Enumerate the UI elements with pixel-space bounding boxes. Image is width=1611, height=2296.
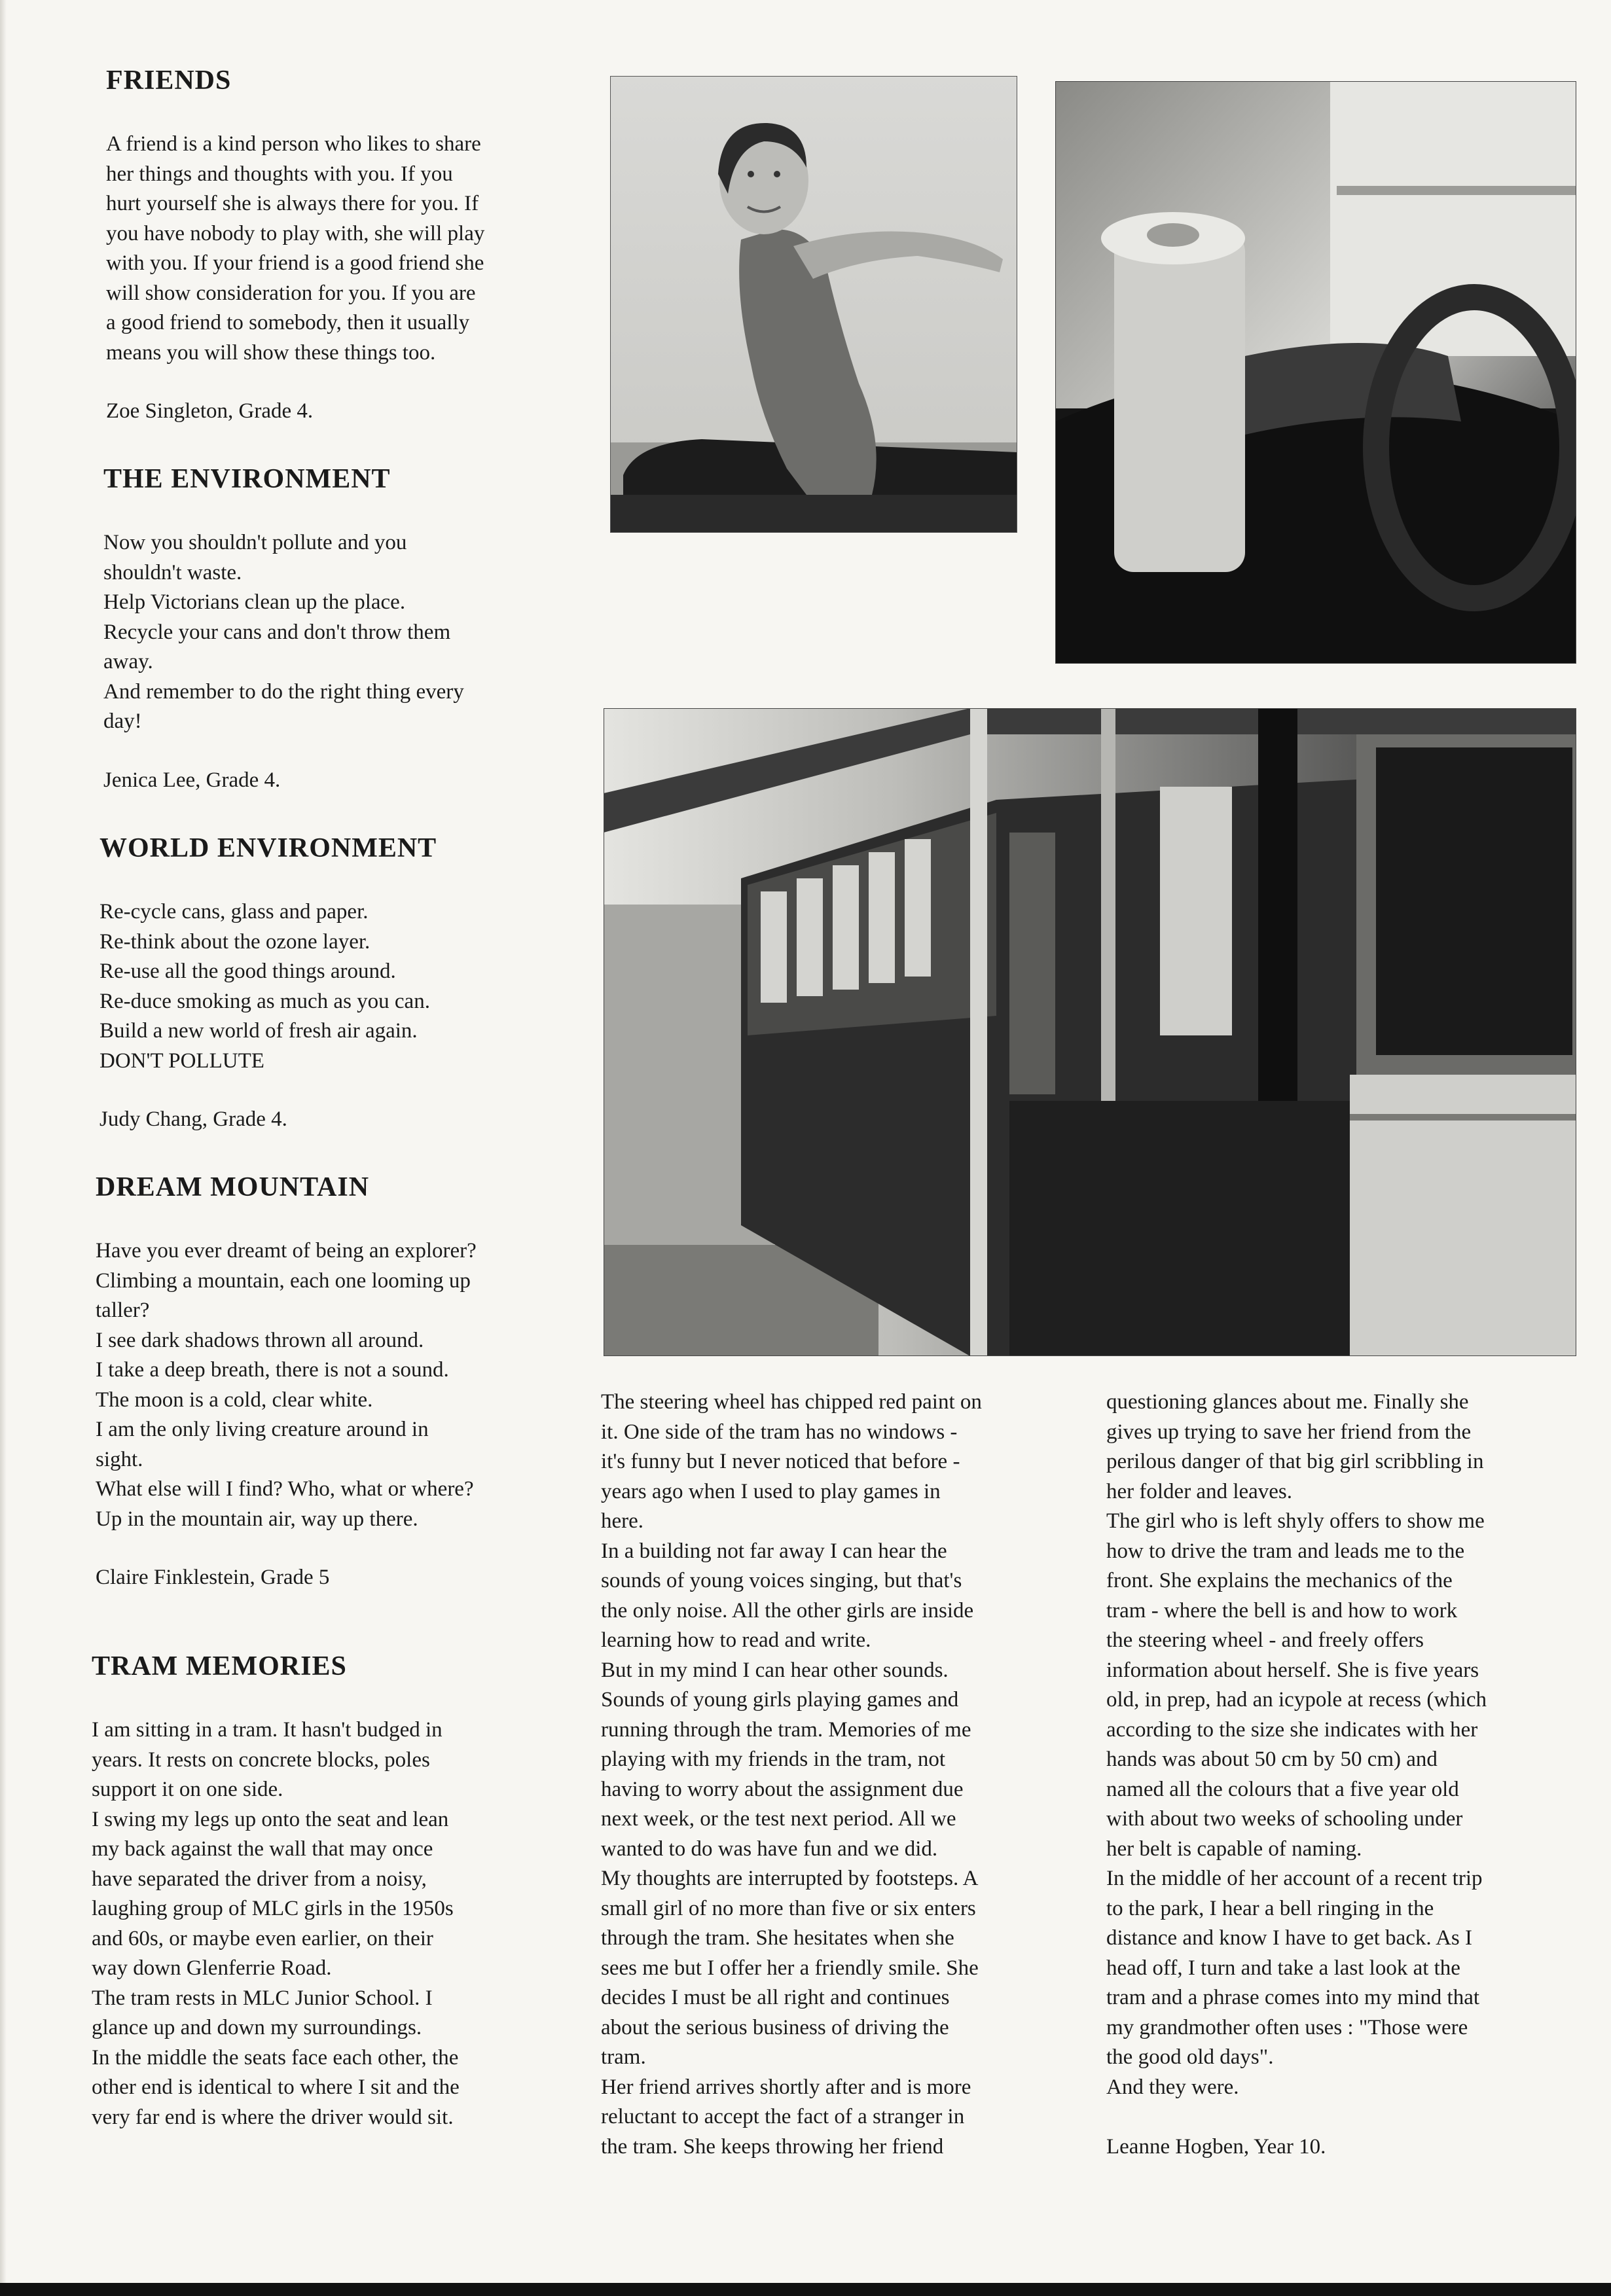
text-line: according to the size she indicates with her [1106, 1717, 1478, 1742]
text-line: laughing group of MLC girls in the 1950s [92, 1897, 454, 1921]
friends-body [106, 130, 563, 368]
text-line: sees me but I offer her a friendly smile. She [601, 1956, 979, 1980]
text-line: glance up and down my surroundings. [92, 2016, 422, 2040]
text-line: it. One side of the tram has no windows - [601, 1420, 958, 1444]
text-line: day! [103, 709, 142, 734]
tram-memories-title: TRAM MEMORIES [92, 1651, 347, 1682]
text-line: next week, or the test next period. All we [601, 1807, 956, 1831]
tram-memories-col1 [92, 1715, 563, 2132]
tram-memories-column-3 [1106, 1388, 1578, 2162]
text-line: In a building not far away I can hear the [601, 1539, 947, 1563]
text-line: running through the tram. Memories of me [601, 1717, 971, 1742]
text-line: her folder and leaves. [1106, 1479, 1293, 1503]
text-line: Re-duce smoking as much as you can. [100, 989, 430, 1013]
text-line: Up in the mountain air, way up there. [96, 1507, 418, 1531]
text-line: information about herself. She is five years [1106, 1658, 1479, 1682]
text-line: The moon is a cold, clear white. [96, 1388, 373, 1412]
text-line: questioning glances about me. Finally she [1106, 1390, 1469, 1414]
text-line: distance and know I have to get back. As I [1106, 1926, 1473, 1950]
environment-section [92, 464, 563, 795]
text-line: years. It rests on concrete blocks, poles [92, 1748, 430, 1772]
tram-memories-section [92, 1651, 563, 2132]
text-line: decides I must be all right and continues [601, 1986, 950, 2009]
text-line: it's funny but I never noticed that before - [601, 1450, 960, 1473]
text-line: And they were. [1106, 2075, 1239, 2099]
text-line: you have nobody to play with, she will play [106, 221, 485, 245]
tram-memories-col2 [601, 1388, 1059, 2162]
text-line: tram and a phrase comes into my mind that [1106, 1986, 1480, 2009]
text-line: and 60s, or maybe even earlier, on their [92, 1926, 433, 1950]
text-line: here. [601, 1509, 644, 1533]
text-line: But in my mind I can hear other sounds. [601, 1658, 949, 1682]
text-line: away. [103, 650, 153, 674]
text-line: In the middle of her account of a recent trip [1106, 1867, 1483, 1890]
text-line: In the middle the seats face each other, the [92, 2045, 459, 2070]
text-line: front. She explains the mechanics of the [1106, 1569, 1453, 1592]
text-line: other end is identical to where I sit and the [92, 2075, 460, 2100]
text-line: years ago when I used to play games in [601, 1479, 941, 1503]
text-line: hands was about 50 cm by 50 cm) and [1106, 1748, 1438, 1771]
text-line: with about two weeks of schooling under [1106, 1807, 1463, 1831]
text-line: The girl who is left shyly offers to show me [1106, 1509, 1485, 1533]
text-line: my back against the wall that may once [92, 1837, 433, 1861]
page-edge-shadow [0, 0, 7, 2296]
world-environment-author: Judy Chang, Grade 4. [100, 1107, 287, 1132]
environment-author: Jenica Lee, Grade 4. [103, 768, 281, 792]
text-line: And remember to do the right thing every [103, 679, 464, 704]
text-line: Now you shouldn't pollute and you [103, 531, 407, 555]
text-line: My thoughts are interrupted by footsteps. A [601, 1867, 979, 1890]
text-line: I see dark shadows thrown all around. [96, 1328, 424, 1352]
text-line: I swing my legs up onto the seat and lean [92, 1807, 449, 1831]
text-line: reluctant to accept the fact of a stranger in [601, 2105, 965, 2128]
page-bottom-edge [0, 2283, 1611, 2296]
text-line: tram - where the bell is and how to work [1106, 1598, 1458, 1623]
text-line: Re-use all the good things around. [100, 960, 396, 984]
text-line: Re-think about the ozone layer. [100, 929, 371, 954]
text-line: her belt is capable of naming. [1106, 1837, 1362, 1861]
dream-mountain-section [92, 1172, 563, 1592]
environment-title: THE ENVIRONMENT [103, 464, 391, 495]
photo-girl-on-tram [610, 76, 1017, 533]
text-line: her things and thoughts with you. If you [106, 162, 453, 186]
tram-memories-author: Leanne Hogben, Year 10. [1106, 2135, 1326, 2159]
text-line: my grandmother often uses : "Those were [1106, 2015, 1468, 2039]
text-line: means you will show these things too. [106, 340, 436, 365]
text-line: with you. If your friend is a good friend she [106, 251, 484, 276]
text-line: wanted to do was have fun and we did. [601, 1837, 938, 1861]
text-line: DON'T POLLUTE [100, 1049, 264, 1073]
text-line: the good old days". [1106, 2045, 1274, 2069]
text-line: Her friend arrives shortly after and is more [601, 2075, 971, 2099]
left-column [92, 65, 563, 2132]
photo-tram-controls [1055, 81, 1576, 664]
text-line: taller? [96, 1299, 150, 1323]
text-line: Have you ever dreamt of being an explorer? [96, 1239, 477, 1263]
text-line: Build a new world of fresh air again. [100, 1019, 418, 1043]
photo-tram-exterior [604, 708, 1576, 1356]
world-environment-body [100, 897, 563, 1076]
text-line: how to drive the tram and leads me to the [1106, 1539, 1465, 1563]
text-line: tram. [601, 2045, 646, 2069]
text-line: The tram rests in MLC Junior School. I [92, 1986, 433, 2010]
dream-mountain-title: DREAM MOUNTAIN [96, 1172, 370, 1203]
text-line: having to worry about the assignment due [601, 1777, 964, 1801]
text-line: the steering wheel - and freely offers [1106, 1628, 1424, 1652]
text-line: I am sitting in a tram. It hasn't budged in [92, 1718, 443, 1742]
text-line: the only noise. All the other girls are inside [601, 1598, 974, 1623]
tram-memories-col3 [1106, 1388, 1578, 2102]
text-line: the tram. She keeps throwing her friend [601, 2134, 944, 2159]
text-line: named all the colours that a five year old [1106, 1777, 1459, 1801]
text-line: sight. [96, 1447, 143, 1471]
text-line: Climbing a mountain, each one looming up [96, 1268, 471, 1293]
text-line: old, in prep, had an icypole at recess (which [1106, 1688, 1487, 1712]
text-line: will show consideration for you. If you are [106, 281, 476, 305]
text-line: support it on one side. [92, 1778, 283, 1802]
text-line: I am the only living creature around in [96, 1418, 429, 1442]
text-line: What else will I find? Who, what or where? [96, 1477, 474, 1501]
text-line: shouldn't waste. [103, 560, 242, 584]
text-line: Re-cycle cans, glass and paper. [100, 900, 369, 924]
text-line: Sounds of young girls playing games and [601, 1688, 959, 1712]
text-line: A friend is a kind person who likes to share [106, 132, 481, 156]
text-line: learning how to read and write. [601, 1628, 871, 1652]
text-line: perilous danger of that big girl scribbling in [1106, 1450, 1484, 1473]
text-line: about the serious business of driving the [601, 2015, 949, 2039]
text-line: a good friend to somebody, then it usually [106, 311, 470, 335]
dream-mountain-author: Claire Finklestein, Grade 5 [96, 1566, 330, 1590]
text-line: head off, I turn and take a last look at the [1106, 1956, 1460, 1980]
text-line: gives up trying to save her friend from the [1106, 1420, 1472, 1444]
text-line: The steering wheel has chipped red paint on [601, 1390, 982, 1414]
friends-author: Zoe Singleton, Grade 4. [106, 399, 314, 423]
text-line: way down Glenferrie Road. [92, 1956, 332, 1981]
text-line: through the tram. She hesitates when she [601, 1926, 954, 1950]
world-environment-title: WORLD ENVIRONMENT [100, 833, 437, 863]
text-line: playing with my friends in the tram, not [601, 1748, 946, 1771]
text-line: Help Victorians clean up the place. [103, 590, 406, 615]
tram-memories-column-2 [601, 1388, 1059, 2162]
text-line: sounds of young voices singing, but that's [601, 1569, 962, 1592]
friends-section [92, 65, 563, 426]
text-line: small girl of no more than five or six enters [601, 1896, 976, 1920]
text-line: to the park, I hear a bell ringing in the [1106, 1896, 1434, 1920]
world-environment-section [92, 833, 563, 1134]
text-line: very far end is where the driver would sit. [92, 2105, 454, 2129]
text-line: have separated the driver from a noisy, [92, 1867, 427, 1891]
friends-title: FRIENDS [106, 65, 232, 96]
environment-body [103, 528, 563, 737]
dream-mountain-body [96, 1236, 563, 1534]
text-line: Recycle your cans and don't throw them [103, 620, 451, 644]
text-line: I take a deep breath, there is not a sound. [96, 1358, 449, 1382]
text-line: hurt yourself she is always there for you. If [106, 192, 479, 216]
